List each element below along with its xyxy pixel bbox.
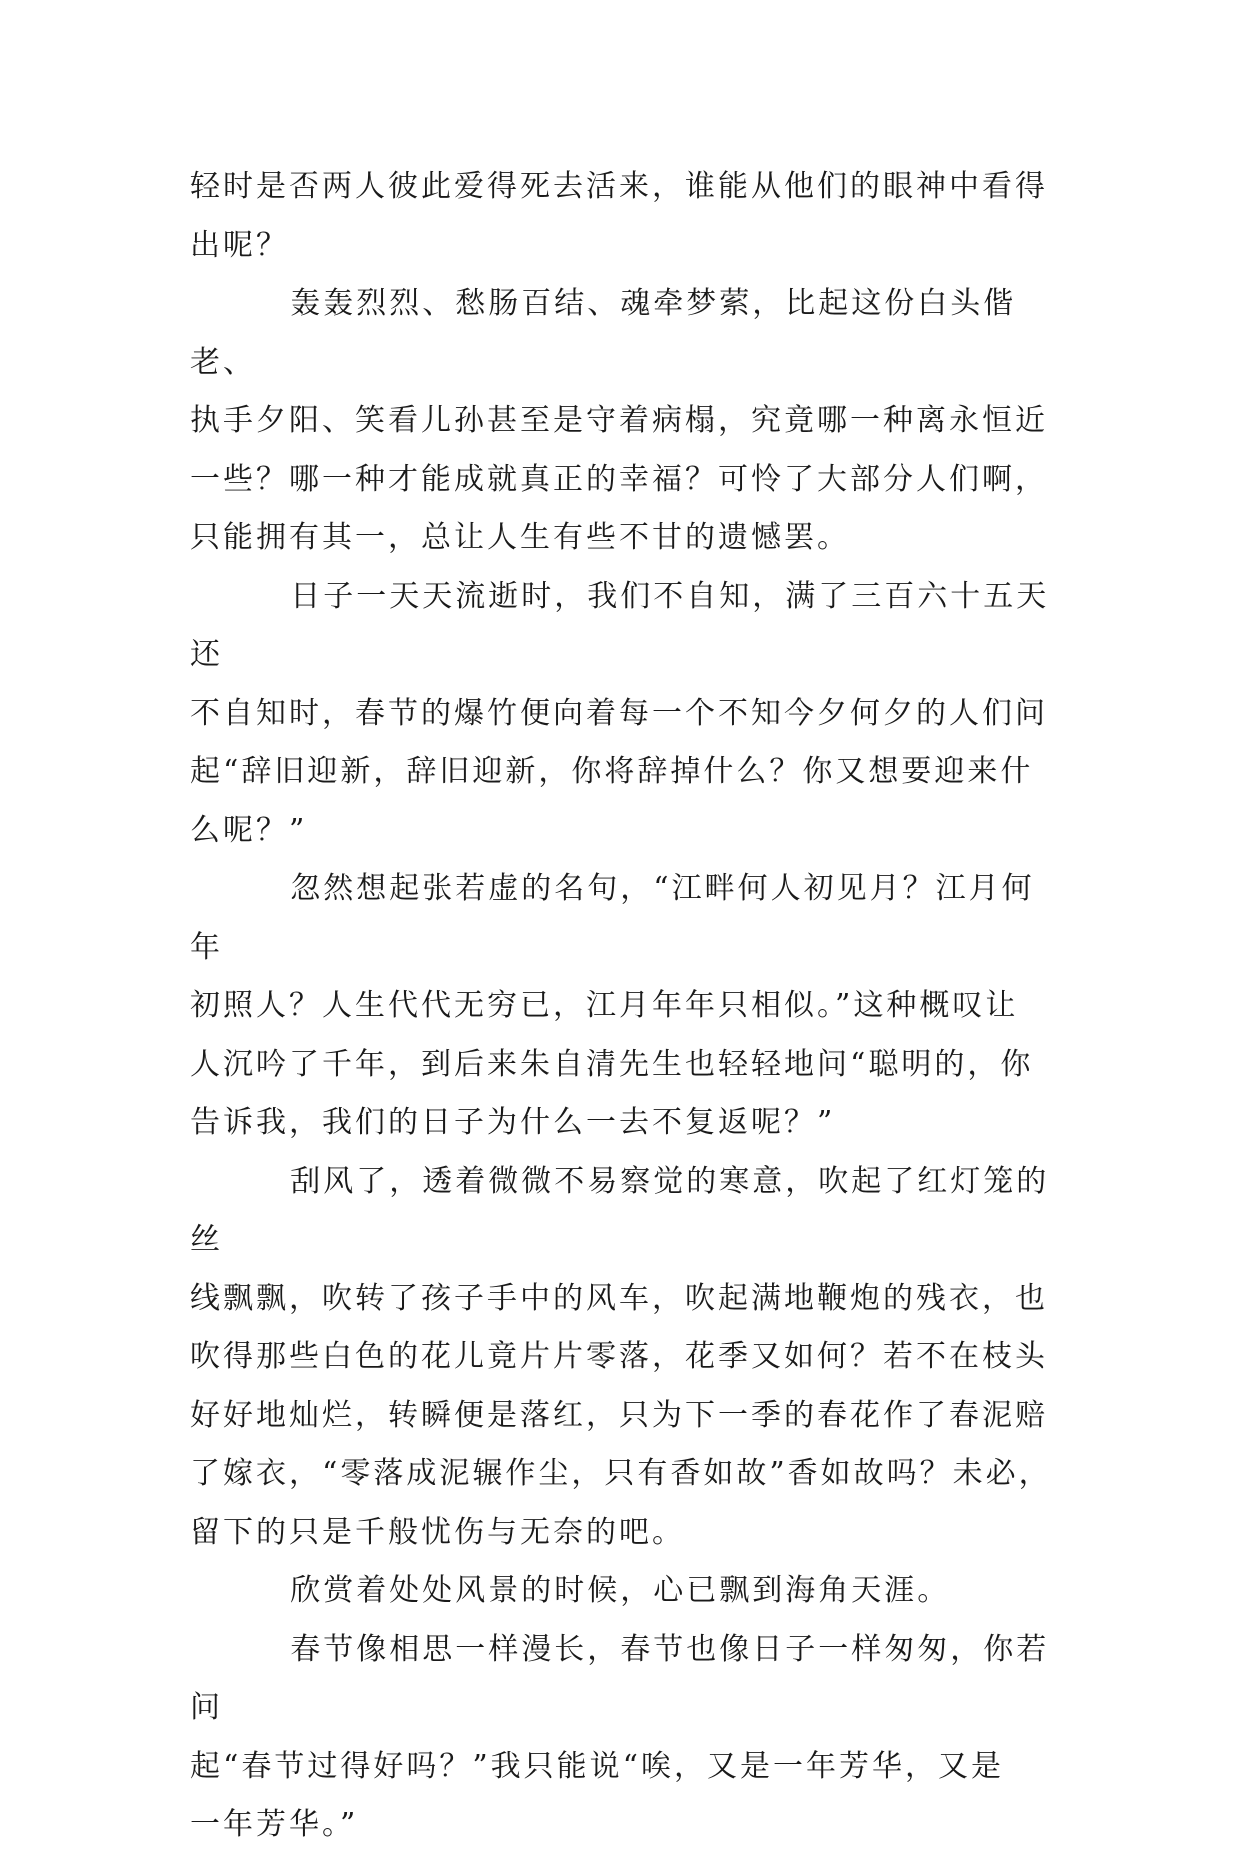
paragraph-1: 轻时是否两人彼此爱得死去活来，谁能从他们的眼神中看得 出呢？: [190, 169, 1048, 263]
paragraph-4: 忽然想起张若虚的名句，“江畔何人初见月？江月何年 初照人？人生代代无穷已，江月年年只相似。”这种概叹让 人沉吟了千年，到后来朱自清先生也轻轻地问“聪明的，你 告诉我，我们的日子为什么一去不复返呢？”: [190, 871, 1035, 1140]
paragraph-2: 轰轰烈烈、愁肠百结、魂牵梦萦，比起这份白头偕老、 执手夕阳、笑看儿孙甚至是守着病榻，究竟哪一种离永恒近 一些？哪一种才能成就真正的幸福？可怜了大部分人们啊， 只能拥有其一，总让人生有些不甘的遗憾罢。: [190, 286, 1048, 555]
paragraph-5: 刮风了，透着微微不易察觉的寒意，吹起了红灯笼的丝 线飘飘，吹转了孩子手中的风车，吹起满地鞭炮的残衣，也 吹得那些白色的花儿竟片片零落，花季又如何？若不在枝头 好好地灿烂，转瞬便是落红，只为下一季的春花作了春泥赔 了嫁衣，“零落成泥辗作尘，只有香如故”香如故吗？未必， 留下的只是千般忧伤与无奈的吧。: [190, 1163, 1052, 1550]
document-body: [190, 158, 1060, 1855]
paragraph-3: 日子一天天流逝时，我们不自知，满了三百六十五天还 不自知时，春节的爆竹便向着每一个不知今夕何夕的人们问 起“辞旧迎新，辞旧迎新，你将辞掉什么？你又想要迎来什 么呢？”: [190, 578, 1050, 848]
paragraph-6: 欣赏着处处风景的时候，心已飘到海角天涯。: [190, 1573, 951, 1608]
paragraph-7: 春节像相思一样漫长，春节也像日子一样匆匆，你若问 起“春节过得好吗？”我只能说“唉，又是一年芳华，又是 一年芳华。”: [190, 1631, 1050, 1842]
